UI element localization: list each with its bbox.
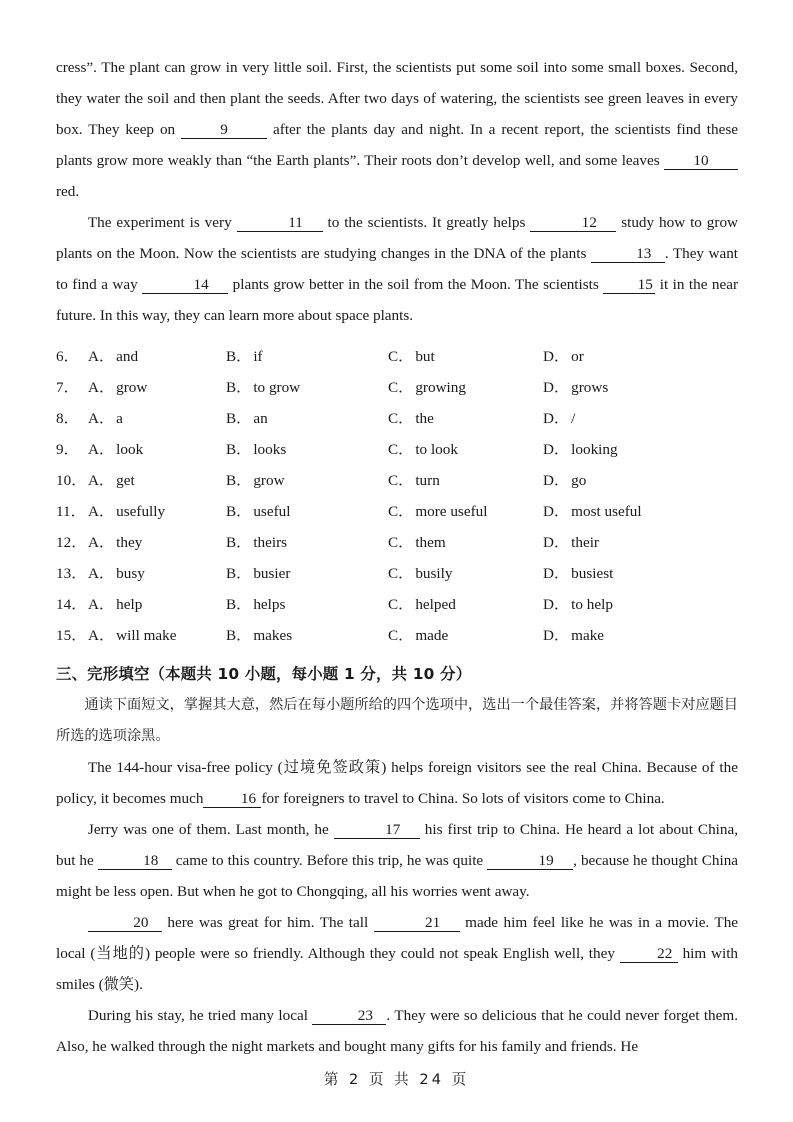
option-a[interactable] xyxy=(88,403,226,434)
question-number: 8． xyxy=(56,410,79,427)
option-letter-c: C． xyxy=(388,410,414,427)
passage-one-text-1a: cress”. The plant can grow in very little soil. First, the scientists put some soil into some small boxes. Second, they water the soil and then plant the seeds. After two days of watering, the scientists see green leaves in every box. They keep on xyxy=(56,59,738,138)
option-c[interactable] xyxy=(388,620,543,651)
option-letter-a: A． xyxy=(88,410,115,427)
option-a[interactable] xyxy=(88,465,226,496)
option-letter-a: A． xyxy=(88,596,115,613)
question-number: 9． xyxy=(56,441,79,458)
question-number: 13． xyxy=(56,565,87,582)
question-row-10 xyxy=(56,465,738,496)
option-b-text: grow xyxy=(253,472,285,489)
option-b-text: looks xyxy=(253,441,287,458)
option-letter-a: A． xyxy=(88,503,115,520)
option-a[interactable] xyxy=(88,527,226,558)
blank-13[interactable]: 13 xyxy=(591,246,665,263)
option-a-text: grow xyxy=(116,379,148,396)
option-d-text: to help xyxy=(571,596,613,613)
option-c-text: more useful xyxy=(415,503,488,520)
option-letter-c: C． xyxy=(388,534,414,551)
option-letter-a: A． xyxy=(88,534,115,551)
option-a[interactable] xyxy=(88,620,226,651)
option-d-text: busiest xyxy=(571,565,614,582)
option-letter-a: A． xyxy=(88,565,115,582)
option-b-text: to grow xyxy=(253,379,301,396)
option-d-text: grows xyxy=(571,379,609,396)
option-d[interactable] xyxy=(543,620,693,651)
blank-20[interactable]: 20 xyxy=(88,915,162,932)
option-letter-c: C． xyxy=(388,472,414,489)
option-letter-d: D． xyxy=(543,379,570,396)
option-c-text: turn xyxy=(415,472,440,489)
page-number-text: 第 2 页 共 24 页 xyxy=(323,1071,470,1088)
option-letter-d: D． xyxy=(543,410,570,427)
passage-one-text-2f: it in the near future. In this way, they can learn more about space plants. xyxy=(56,276,739,324)
option-letter-c: C． xyxy=(388,627,414,644)
option-d[interactable] xyxy=(543,558,693,589)
option-letter-c: C． xyxy=(388,348,414,365)
option-c[interactable] xyxy=(388,589,543,620)
option-letter-a: A． xyxy=(88,379,115,396)
blank-12[interactable]: 12 xyxy=(530,215,616,232)
passage-one-text-2d: . They want to find a way xyxy=(56,245,739,293)
option-c[interactable] xyxy=(388,527,543,558)
blank-9[interactable]: 9 xyxy=(181,122,267,139)
option-c[interactable] xyxy=(388,434,543,465)
option-letter-b: B． xyxy=(226,441,252,458)
blank-22[interactable]: 22 xyxy=(620,946,678,963)
option-letter-a: A． xyxy=(88,472,115,489)
option-d-text: looking xyxy=(571,441,618,458)
questions-list-6-15 xyxy=(56,341,738,651)
option-letter-d: D． xyxy=(543,503,570,520)
section-three-heading: 三、完形填空（本题共 10 小题，每小题 1 分，共 10 分） xyxy=(56,665,472,683)
option-letter-b: B． xyxy=(226,348,252,365)
option-b-text: an xyxy=(253,410,268,427)
passage-one-text-2a: The experiment is very xyxy=(87,214,232,231)
option-letter-b: B． xyxy=(226,503,252,520)
option-a-text: busy xyxy=(116,565,145,582)
option-letter-a: A． xyxy=(88,627,115,644)
passage-one-paragraph-2 xyxy=(56,207,738,331)
passage-two-text-3c: him with smiles (微笑). xyxy=(56,945,739,993)
blank-23[interactable]: 23 xyxy=(312,1008,386,1025)
passage-two-paragraph-4 xyxy=(56,1000,738,1062)
passage-two-text-2d: , because he thought China might be less open. But when he got to Chongqing, all his worries went away. xyxy=(56,852,739,900)
passage-two-text-3b: made him feel like he was in a movie. The local (当地的) people were so friendly. Although they could not speak English well, they xyxy=(56,914,739,962)
option-letter-b: B． xyxy=(226,596,252,613)
question-number: 12． xyxy=(56,534,87,551)
option-letter-d: D． xyxy=(543,348,570,365)
option-a-text: a xyxy=(116,410,123,427)
option-d-text: or xyxy=(571,348,584,365)
option-b-text: busier xyxy=(253,565,291,582)
option-b-text: useful xyxy=(253,503,291,520)
option-letter-b: B． xyxy=(226,534,252,551)
option-c[interactable] xyxy=(388,341,543,372)
blank-15[interactable]: 15 xyxy=(603,277,655,294)
option-letter-b: B． xyxy=(226,379,252,396)
option-letter-d: D． xyxy=(543,596,570,613)
option-c-text: made xyxy=(415,627,449,644)
passage-two-text-1a: The 144-hour visa-free policy (过境免签政策) helps foreign visitors see the real China. Because of the policy, it becomes much xyxy=(56,759,738,807)
passage-two-paragraph-2 xyxy=(56,814,738,907)
option-b-text: helps xyxy=(253,596,286,613)
question-number: 6． xyxy=(56,348,79,365)
passage-one-text-1c: red. xyxy=(56,183,80,200)
question-number: 14． xyxy=(56,596,87,613)
question-row-11 xyxy=(56,496,738,527)
passage-one-text-2c: study how to grow plants on the Moon. Now the scientists are studying changes in the DNA of the plants xyxy=(56,214,738,262)
option-c-text: busily xyxy=(415,565,453,582)
question-row-13 xyxy=(56,558,738,589)
passage-two-text-2a: Jerry was one of them. Last month, he xyxy=(87,821,329,838)
option-d[interactable] xyxy=(543,465,693,496)
option-c[interactable] xyxy=(388,496,543,527)
option-a-text: get xyxy=(116,472,135,489)
question-row-6 xyxy=(56,341,738,372)
option-c-text: them xyxy=(415,534,446,551)
blank-18[interactable]: 18 xyxy=(98,853,172,870)
passage-one-paragraph-1 xyxy=(56,52,738,207)
option-a[interactable] xyxy=(88,589,226,620)
option-c-text: helped xyxy=(415,596,456,613)
blank-21[interactable]: 21 xyxy=(374,915,460,932)
option-letter-d: D． xyxy=(543,441,570,458)
option-b[interactable] xyxy=(226,465,388,496)
option-d-text: their xyxy=(571,534,599,551)
option-a-text: they xyxy=(116,534,143,551)
option-a-text: will make xyxy=(116,627,177,644)
option-a[interactable] xyxy=(88,341,226,372)
option-d-text: go xyxy=(571,472,587,489)
page-footer xyxy=(0,1068,793,1089)
option-b-text: theirs xyxy=(253,534,288,551)
passage-one-text-2b: to the scientists. It greatly helps xyxy=(327,214,526,231)
option-b[interactable] xyxy=(226,589,388,620)
passage-two-text-4b: . They were so delicious that he could never forget them. Also, he walked through the night markets and bought many gifts for his family and friends. He xyxy=(56,1007,739,1055)
option-c[interactable] xyxy=(388,558,543,589)
option-letter-b: B． xyxy=(226,627,252,644)
option-d[interactable] xyxy=(543,527,693,558)
option-b[interactable] xyxy=(226,558,388,589)
passage-two-text-4a: During his stay, he tried many local xyxy=(87,1007,308,1024)
option-c-text: to look xyxy=(415,441,458,458)
blank-11[interactable]: 11 xyxy=(237,215,323,232)
option-a[interactable] xyxy=(88,372,226,403)
passage-two-paragraph-3 xyxy=(56,907,738,1000)
option-letter-b: B． xyxy=(226,410,252,427)
option-letter-a: A． xyxy=(88,348,115,365)
blank-14[interactable]: 14 xyxy=(142,277,228,294)
option-c[interactable] xyxy=(388,403,543,434)
option-a-text: help xyxy=(116,596,143,613)
option-letter-c: C． xyxy=(388,565,414,582)
option-letter-c: C． xyxy=(388,596,414,613)
option-b[interactable] xyxy=(226,527,388,558)
option-d[interactable] xyxy=(543,341,693,372)
option-letter-b: B． xyxy=(226,565,252,582)
option-letter-d: D． xyxy=(543,565,570,582)
blank-17[interactable]: 17 xyxy=(334,822,420,839)
blank-19[interactable]: 19 xyxy=(487,853,573,870)
option-a-text: and xyxy=(116,348,139,365)
question-row-15 xyxy=(56,620,738,651)
passage-two-text-1b: for foreigners to travel to China. So lots of visitors come to China. xyxy=(261,790,665,807)
question-row-14 xyxy=(56,589,738,620)
question-row-9 xyxy=(56,434,738,465)
option-letter-c: C． xyxy=(388,441,414,458)
option-b[interactable] xyxy=(226,403,388,434)
passage-one-text-2e: plants grow better in the soil from the Moon. The scientists xyxy=(232,276,599,293)
passage-one-text-1b: after the plants day and night. In a recent report, the scientists find these plants grow more weakly than “the Earth plants”. Their roots don’t develop well, and some leaves xyxy=(56,121,739,169)
option-c-text: but xyxy=(415,348,435,365)
passage-two-paragraph-1 xyxy=(56,752,738,814)
option-c[interactable] xyxy=(388,465,543,496)
option-d[interactable] xyxy=(543,589,693,620)
exam-page-body xyxy=(56,52,738,1062)
section-three-instructions: 通读下面短文，掌握其大意，然后在每小题所给的四个选项中，选出一个最佳答案，并将答题卡对应题目所选的选项涂黑。 xyxy=(56,697,738,744)
option-b[interactable] xyxy=(226,434,388,465)
option-d[interactable] xyxy=(543,403,693,434)
question-number: 10． xyxy=(56,472,87,489)
question-row-7 xyxy=(56,372,738,403)
option-b[interactable] xyxy=(226,620,388,651)
option-letter-d: D． xyxy=(543,472,570,489)
option-d[interactable] xyxy=(543,372,693,403)
option-b[interactable] xyxy=(226,341,388,372)
blank-10[interactable]: 10 xyxy=(664,153,738,170)
option-letter-a: A． xyxy=(88,441,115,458)
option-a-text: usefully xyxy=(116,503,166,520)
option-d-text: make xyxy=(571,627,605,644)
option-c-text: growing xyxy=(415,379,466,396)
option-letter-d: D． xyxy=(543,534,570,551)
option-a-text: look xyxy=(116,441,144,458)
passage-two-text-2b: his first trip to China. He heard a lot about China, but he xyxy=(56,821,739,869)
option-d-text: / xyxy=(571,410,576,427)
option-d-text: most useful xyxy=(571,503,642,520)
question-number: 7． xyxy=(56,379,79,396)
option-c-text: the xyxy=(415,410,434,427)
option-b-text: makes xyxy=(253,627,293,644)
blank-16[interactable]: 16 xyxy=(203,791,261,808)
option-letter-c: C． xyxy=(388,503,414,520)
passage-two-text-2c: came to this country. Before this trip, he was quite xyxy=(175,852,484,869)
question-row-12 xyxy=(56,527,738,558)
question-number: 15． xyxy=(56,627,87,644)
option-a[interactable] xyxy=(88,558,226,589)
option-letter-d: D． xyxy=(543,627,570,644)
option-a[interactable] xyxy=(88,434,226,465)
option-letter-b: B． xyxy=(226,472,252,489)
option-c[interactable] xyxy=(388,372,543,403)
question-row-8 xyxy=(56,403,738,434)
option-letter-c: C． xyxy=(388,379,414,396)
passage-two-text-3a: here was great for him. The tall xyxy=(167,914,369,931)
option-b[interactable] xyxy=(226,372,388,403)
question-number: 11． xyxy=(56,503,86,520)
option-b-text: if xyxy=(253,348,263,365)
option-a[interactable] xyxy=(88,496,226,527)
option-d[interactable] xyxy=(543,496,693,527)
option-d[interactable] xyxy=(543,434,693,465)
option-b[interactable] xyxy=(226,496,388,527)
